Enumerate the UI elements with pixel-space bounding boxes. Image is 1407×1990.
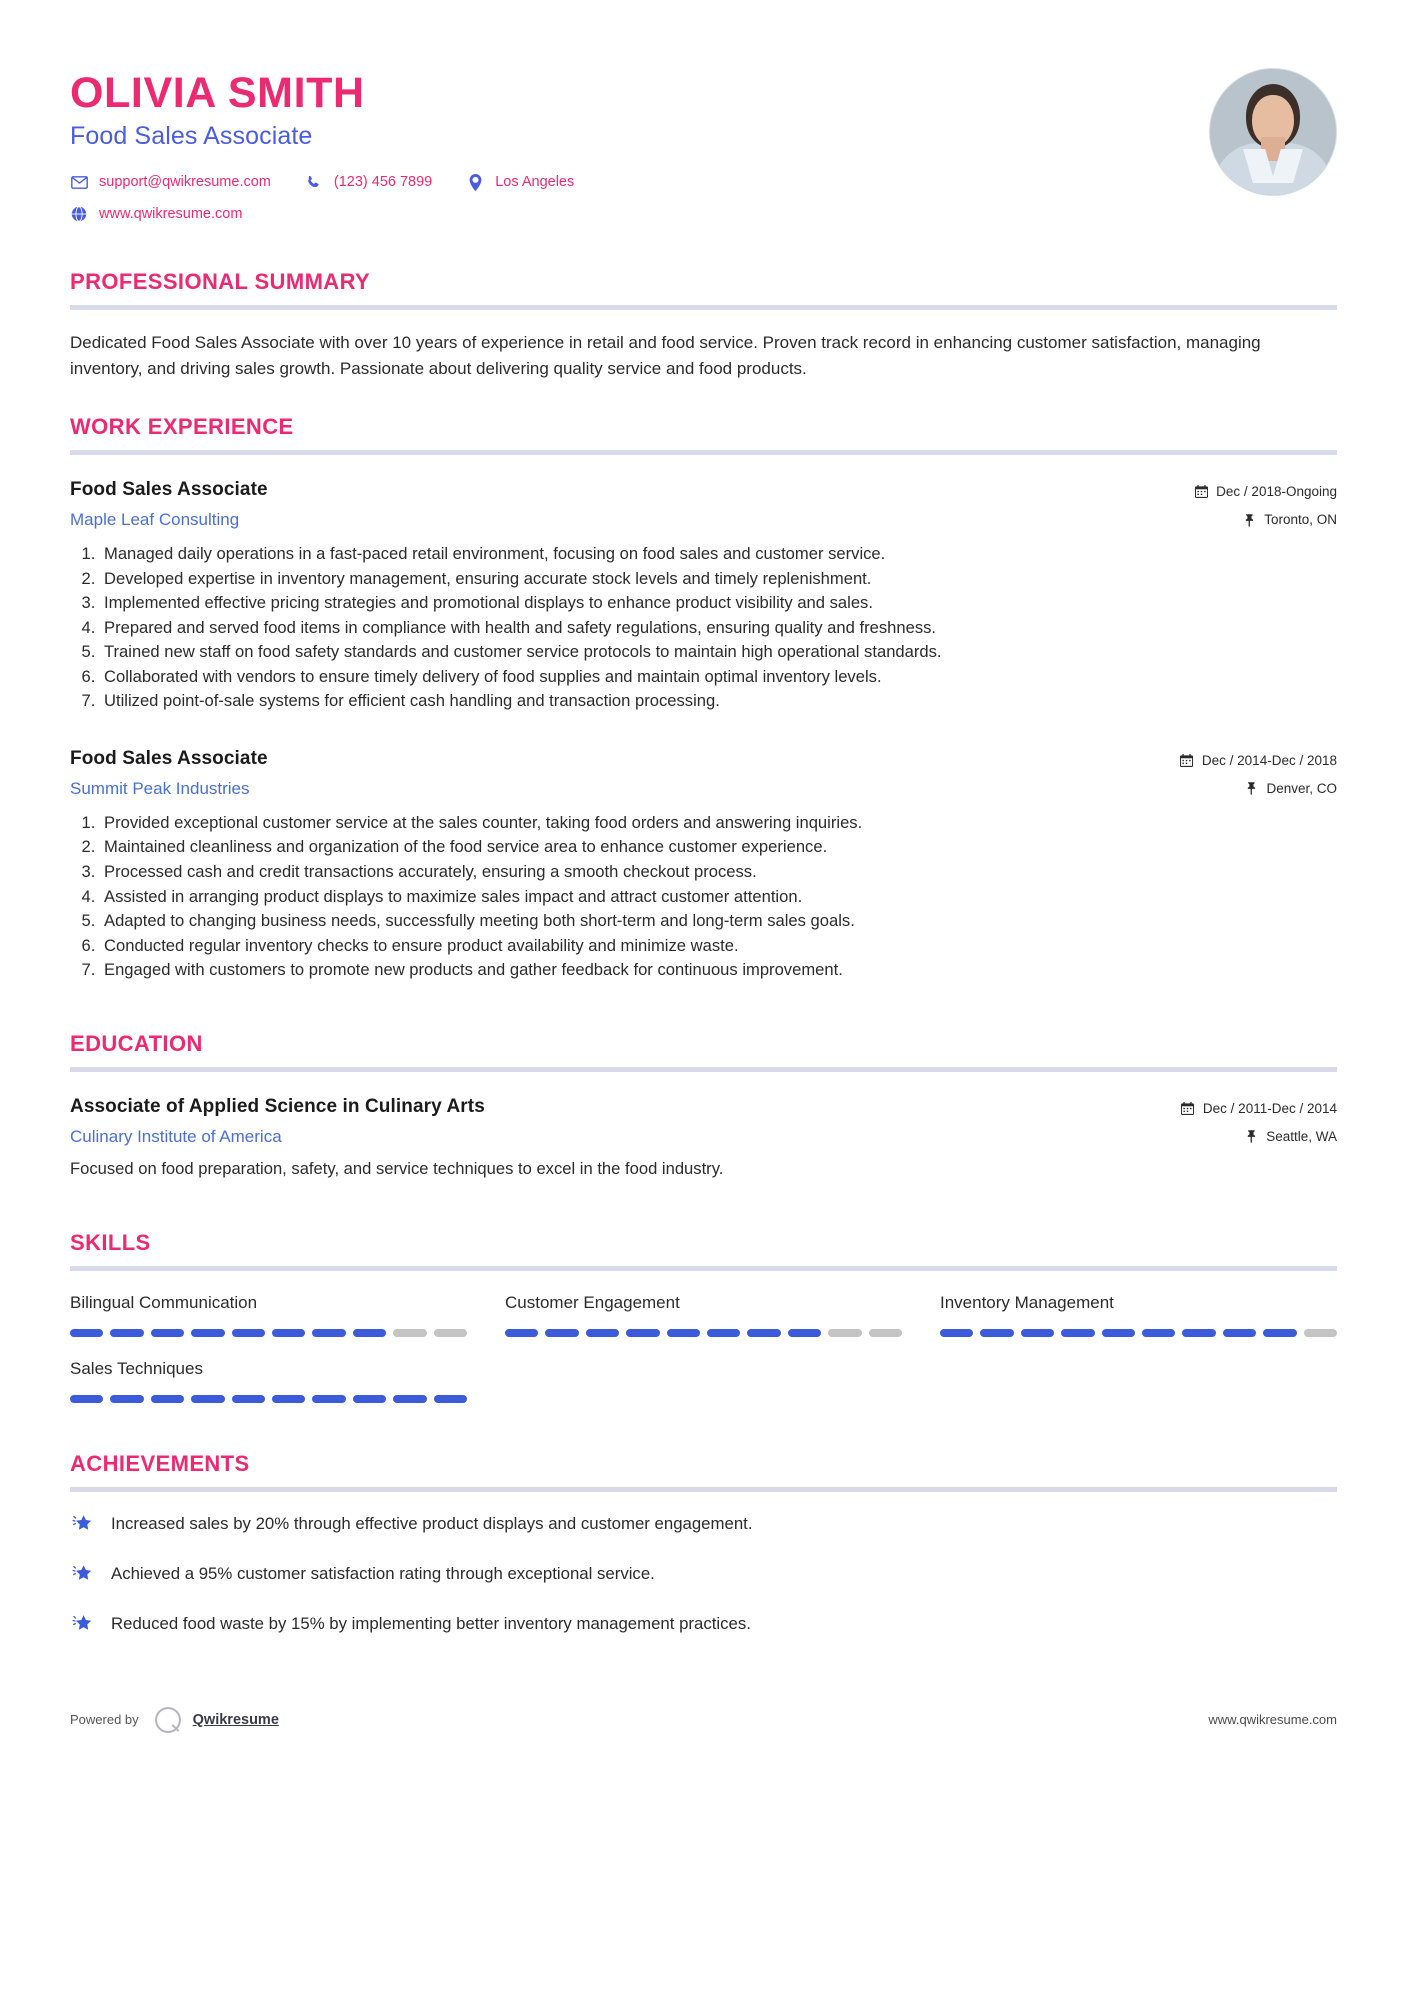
list-item: 2. Maintained cleanliness and organization of the food service area to enhance customer experience. (100, 835, 1337, 860)
experience-location (1194, 512, 1337, 527)
skill-segment (191, 1395, 224, 1403)
resume-header (70, 56, 1337, 237)
skill-segment (869, 1329, 902, 1337)
footer-branding (70, 1707, 279, 1733)
header-text-block (70, 66, 1209, 237)
skill-segment (545, 1329, 578, 1337)
skill-segment (505, 1329, 538, 1337)
list-item (70, 1612, 1337, 1639)
skill-segment (434, 1329, 467, 1337)
globe-icon (70, 205, 88, 223)
contact-email-text: support@qwikresume.com (99, 174, 271, 191)
section-divider (70, 305, 1337, 310)
achievement-text: Reduced food waste by 15% by implementing better inventory management practices. (111, 1613, 751, 1633)
skill-level-bar (505, 1329, 902, 1337)
summary-paragraph: Dedicated Food Sales Associate with over 10 years of experience in retail and food service. Proven track record in enhancing customer satisfaction, managing inventory, and driving sales growth. Passionate about delivering quality service and food products. (70, 333, 1261, 379)
skill-segment (110, 1329, 143, 1337)
footer-website: www.qwikresume.com (1208, 1712, 1337, 1728)
skill-segment (110, 1395, 143, 1403)
experience-entry (70, 748, 1337, 983)
map-pin-icon (1244, 1129, 1258, 1143)
skill-item (70, 1293, 467, 1337)
skill-segment (353, 1329, 386, 1337)
star-badge-icon (70, 1613, 96, 1639)
skill-segment (232, 1395, 265, 1403)
contact-row-primary (70, 173, 1209, 191)
contact-phone-text: (123) 456 7899 (333, 174, 433, 191)
section-achievements (70, 1451, 1337, 1639)
list-item: 1. Managed daily operations in a fast-paced retail environment, focusing on food sales and customer service. (100, 542, 1337, 567)
contact-phone[interactable] (305, 173, 432, 191)
education-degree: Associate of Applied Science in Culinary Arts (70, 1095, 485, 1117)
education-description: Focused on food preparation, safety, and service techniques to excel in the food industry. (70, 1158, 724, 1178)
skill-segment (1142, 1329, 1175, 1337)
list-item: 7. Engaged with customers to promote new products and gather feedback for continuous improvement. (100, 958, 1337, 983)
list-item: 7. Utilized point-of-sale systems for efficient cash handling and transaction processing. (100, 689, 1337, 714)
list-item: 1. Provided exceptional customer service at the sales counter, taking food orders and answering inquiries. (100, 811, 1337, 836)
skill-segment (272, 1395, 305, 1403)
experience-job-title: Food Sales Associate (70, 479, 268, 501)
calendar-icon (1194, 485, 1208, 499)
skill-item (505, 1293, 902, 1337)
skill-segment (667, 1329, 700, 1337)
skill-segment (353, 1395, 386, 1403)
skill-segment (191, 1329, 224, 1337)
experience-company: Maple Leaf Consulting (70, 510, 240, 530)
list-item: 6. Conducted regular inventory checks to ensure product availability and minimize waste. (100, 934, 1337, 959)
qwikresume-brand-link[interactable]: Qwikresume (192, 1711, 279, 1728)
skill-segment (393, 1395, 426, 1403)
map-pin-icon (1242, 513, 1256, 527)
skill-label: Bilingual Communication (70, 1292, 258, 1312)
section-title-skills: SKILLS (70, 1229, 151, 1255)
qwikresume-logo-icon (155, 1707, 181, 1733)
education-location-text: Seattle, WA (1266, 1128, 1337, 1144)
contact-email[interactable] (70, 173, 271, 191)
skill-segment (940, 1329, 973, 1337)
skill-segment (232, 1329, 265, 1337)
experience-dates-text: Dec / 2014-Dec / 2018 (1201, 752, 1337, 768)
section-work-experience (70, 414, 1337, 983)
skill-segment (151, 1395, 184, 1403)
list-item (70, 1562, 1337, 1589)
section-divider (70, 1067, 1337, 1072)
section-skills (70, 1230, 1337, 1403)
skill-segment (312, 1395, 345, 1403)
experience-dates (1180, 753, 1337, 768)
skill-label: Sales Techniques (70, 1358, 203, 1378)
skill-segment (626, 1329, 659, 1337)
phone-icon (305, 173, 323, 191)
skill-segment (70, 1395, 103, 1403)
skills-grid (70, 1293, 1337, 1403)
avatar (1209, 68, 1337, 196)
location-pin-icon (466, 173, 484, 191)
contact-row-secondary (70, 205, 1209, 223)
section-divider (70, 1487, 1337, 1492)
list-item: 4. Assisted in arranging product displays to maximize sales impact and attract customer attention. (100, 885, 1337, 910)
list-item: 6. Collaborated with vendors to ensure timely delivery of food supplies and maintain optimal inventory levels. (100, 665, 1337, 690)
contact-details (70, 173, 1209, 223)
skill-segment (788, 1329, 821, 1337)
experience-company: Summit Peak Industries (70, 778, 250, 798)
skill-segment (1263, 1329, 1296, 1337)
skill-segment (1182, 1329, 1215, 1337)
skill-segment (1223, 1329, 1256, 1337)
envelope-icon (70, 173, 88, 191)
skill-segment (1102, 1329, 1135, 1337)
experience-entry (70, 479, 1337, 714)
section-divider (70, 1266, 1337, 1271)
experience-job-title: Food Sales Associate (70, 747, 268, 769)
skill-segment (586, 1329, 619, 1337)
skill-segment (980, 1329, 1013, 1337)
job-role-subtitle: Food Sales Associate (70, 122, 313, 151)
star-badge-icon (70, 1563, 96, 1589)
skill-segment (272, 1329, 305, 1337)
skill-level-bar (70, 1395, 467, 1403)
experience-dates (1194, 484, 1337, 499)
education-dates-text: Dec / 2011-Dec / 2014 (1202, 1100, 1337, 1116)
achievement-text: Achieved a 95% customer satisfaction rating through exceptional service. (111, 1563, 655, 1583)
skill-segment (70, 1329, 103, 1337)
section-education (70, 1031, 1337, 1182)
contact-location-text: Los Angeles (495, 174, 575, 191)
skill-segment (707, 1329, 740, 1337)
star-badge-icon (70, 1513, 96, 1539)
skill-segment (151, 1329, 184, 1337)
skill-segment (1061, 1329, 1094, 1337)
section-title-summary: PROFESSIONAL SUMMARY (70, 269, 371, 295)
powered-by-label: Powered by (70, 1712, 139, 1728)
page-footer (70, 1685, 1337, 1767)
contact-location (466, 173, 574, 191)
list-item: 4. Prepared and served food items in compliance with health and safety regulations, ensuring quality and freshness. (100, 616, 1337, 641)
experience-location-text: Denver, CO (1266, 780, 1337, 796)
education-location (1181, 1129, 1337, 1144)
list-item: 2. Developed expertise in inventory management, ensuring accurate stock levels and timely replenishment. (100, 567, 1337, 592)
achievement-text: Increased sales by 20% through effective product displays and customer engagement. (111, 1513, 753, 1533)
skill-level-bar (70, 1329, 467, 1337)
calendar-icon (1181, 1101, 1195, 1115)
skill-segment (393, 1329, 426, 1337)
section-divider (70, 450, 1337, 455)
list-item (70, 1512, 1337, 1539)
skill-item (70, 1359, 467, 1403)
skill-label: Inventory Management (940, 1292, 1114, 1312)
page-title: OLIVIA SMITH (70, 69, 365, 117)
list-item: 5. Adapted to changing business needs, successfully meeting both short-term and long-term sales goals. (100, 909, 1337, 934)
section-title-achievements: ACHIEVEMENTS (70, 1450, 250, 1476)
calendar-icon (1180, 753, 1194, 767)
skill-segment (312, 1329, 345, 1337)
contact-website-text: www.qwikresume.com (99, 206, 243, 223)
skill-segment (434, 1395, 467, 1403)
experience-dates-text: Dec / 2018-Ongoing (1216, 484, 1337, 500)
experience-bullet-list (70, 811, 1337, 983)
experience-bullet-list (70, 542, 1337, 714)
list-item: 3. Implemented effective pricing strategies and promotional displays to enhance product visibility and sales. (100, 591, 1337, 616)
skill-item (940, 1293, 1337, 1337)
skill-segment (1304, 1329, 1337, 1337)
skill-segment (1021, 1329, 1054, 1337)
skill-label: Customer Engagement (505, 1292, 680, 1312)
education-dates (1181, 1101, 1337, 1116)
education-school: Culinary Institute of America (70, 1126, 282, 1146)
skill-level-bar (940, 1329, 1337, 1337)
experience-location (1180, 781, 1337, 796)
experience-location-text: Toronto, ON (1264, 512, 1337, 528)
section-professional-summary (70, 269, 1337, 382)
section-title-education: EDUCATION (70, 1030, 203, 1056)
education-entry (70, 1096, 1337, 1182)
map-pin-icon (1244, 781, 1258, 795)
list-item: 3. Processed cash and credit transactions accurately, ensuring a smooth checkout process. (100, 860, 1337, 885)
section-title-experience: WORK EXPERIENCE (70, 414, 294, 440)
achievements-list (70, 1512, 1337, 1639)
skill-segment (747, 1329, 780, 1337)
skill-segment (828, 1329, 861, 1337)
list-item: 5. Trained new staff on food safety standards and customer service protocols to maintain high operational standards. (100, 640, 1337, 665)
contact-website[interactable] (70, 205, 242, 223)
